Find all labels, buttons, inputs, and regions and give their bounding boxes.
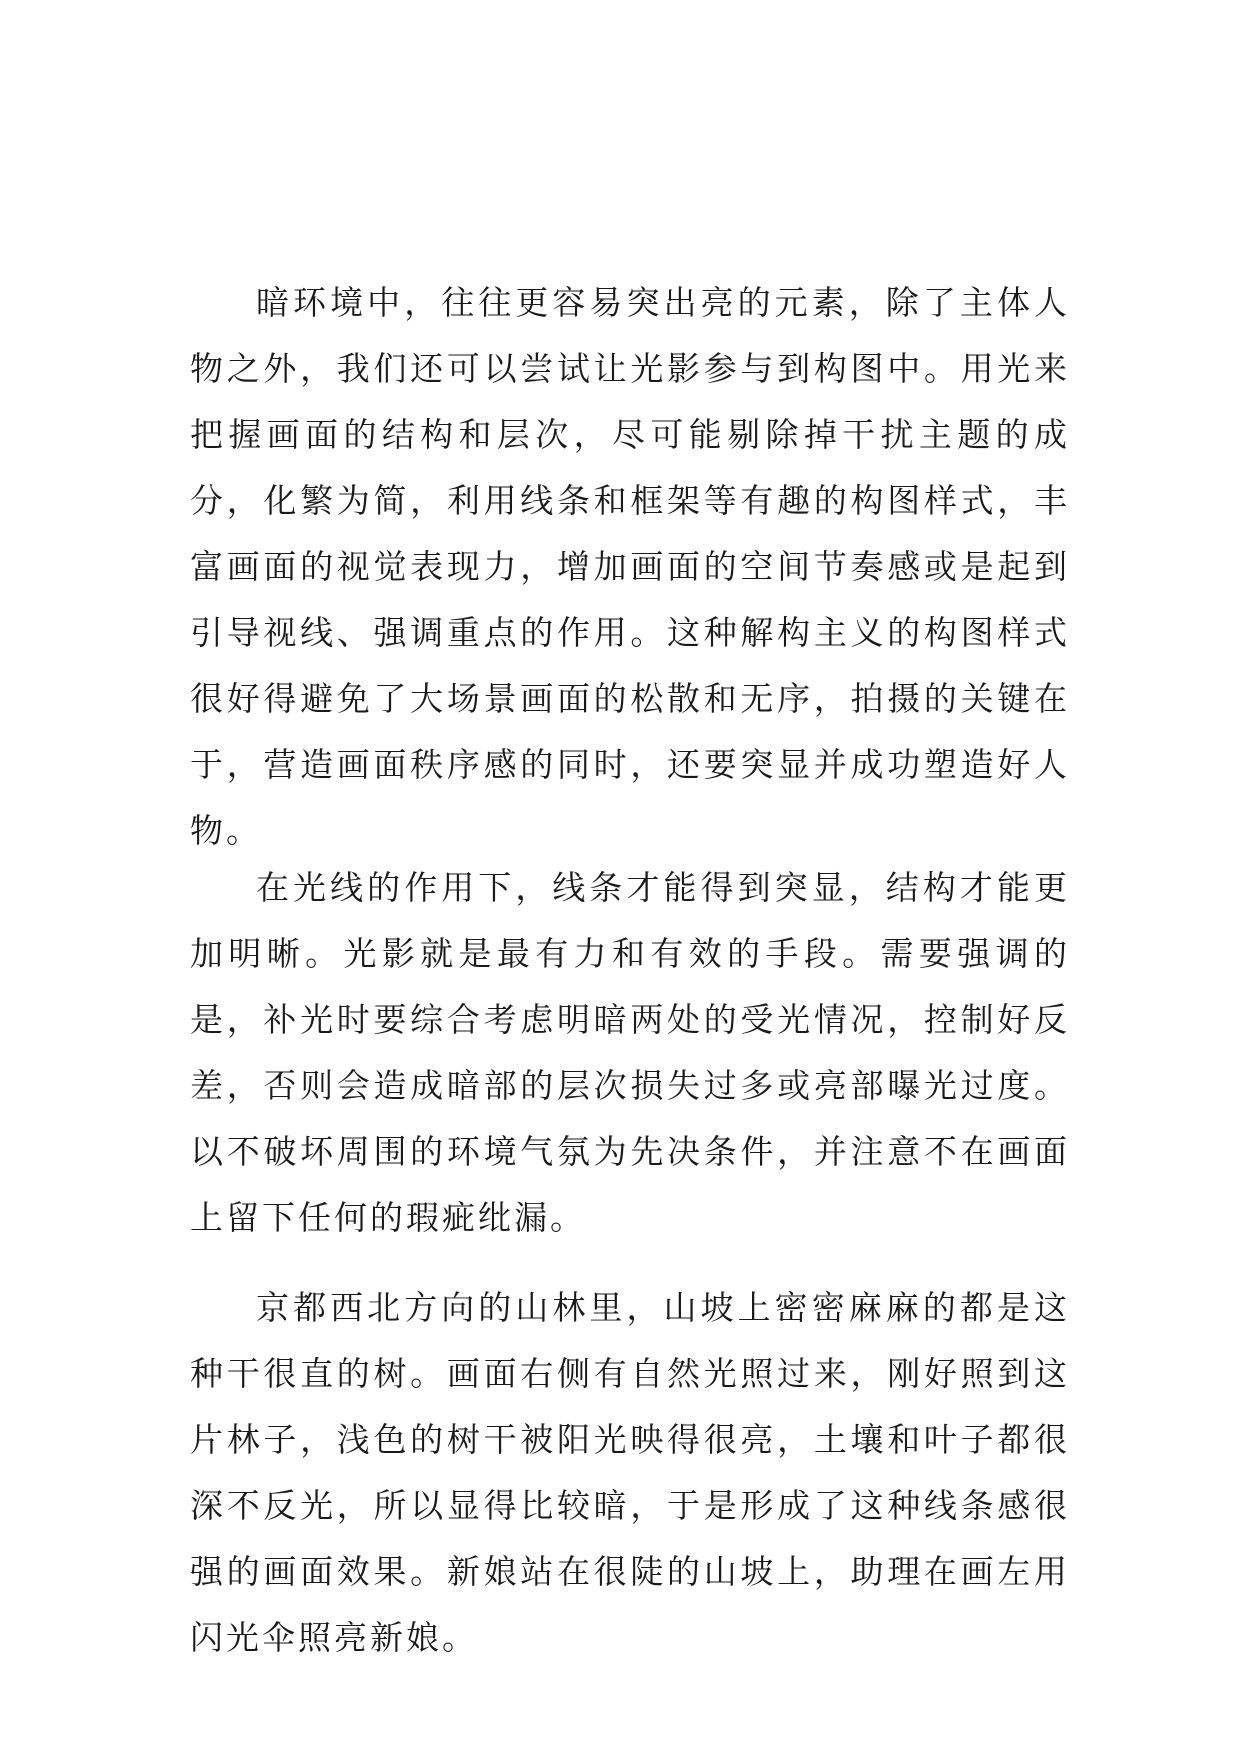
- paragraph-2: 在光线的作用下，线条才能得到突显，结构才能更加明晰。光影就是最有力和有效的手段。需要强调的是，补光时要综合考虑明暗两处的受光情况，控制好反差，否则会造成暗部的层次损失过多或亮部曝光过度。以不破坏周围的环境气氛为先决条件，并注意不在画面上留下任何的瑕疵纰漏。: [190, 868, 1070, 1237]
- paragraph-1: 暗环境中，往往更容易突出亮的元素，除了主体人物之外，我们还可以尝试让光影参与到构图中。用光来把握画面的结构和层次，尽可能剔除掉干扰主题的成分，化繁为简，利用线条和框架等有趣的构图样式，丰富画面的视觉表现力，增加画面的空间节奏感或是起到引导视线、强调重点的作用。这种解构主义的构图样式很好得避免了大场景画面的松散和无序，拍摄的关键在于，营造画面秩序感的同时，还要突显并成功塑造好人物。: [190, 283, 1070, 850]
- paragraph-3: 京都西北方向的山林里，山坡上密密麻麻的都是这种干很直的树。画面右侧有自然光照过来，刚好照到这片林子，浅色的树干被阳光映得很亮，土壤和叶子都很深不反光，所以显得比较暗，于是形成了这种线条感很强的画面效果。新娘站在很陡的山坡上，助理在画左用闪光伞照亮新娘。: [190, 1288, 1070, 1657]
